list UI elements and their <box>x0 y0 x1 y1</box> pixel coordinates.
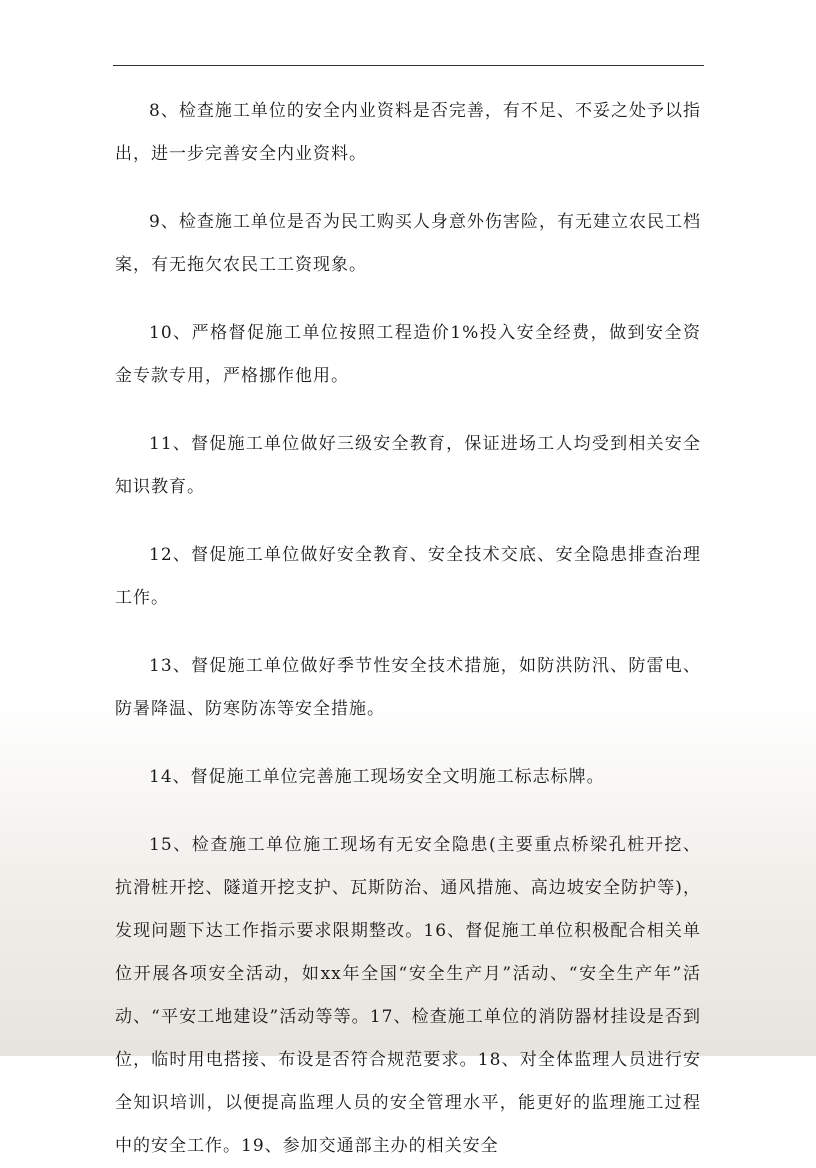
paragraph-item-11: 11、督促施工单位做好三级安全教育，保证进场工人均受到相关安全知识教育。 <box>115 434 701 497</box>
paragraph-item-12: 12、督促施工单位做好安全教育、安全技术交底、安全隐患排查治理工作。 <box>115 545 701 608</box>
paragraph-item-15-19: 15、检查施工单位施工现场有无安全隐患(主要重点桥梁孔桩开挖、抗滑桩开挖、隧道开挖支护、瓦斯防治、通风措施、高边坡安全防护等)，发现问题下达工作指示要求限期整改。16、督促施工单位积极配合相关单位开展各项安全活动，如xx年全国“安全生产月”活动、“安全生产年”活动、“平安工地建设”活动等等。17、检查施工单位的消防器材挂设是否到位，临时用电搭接、布设是否符合规范要求。18、对全体监理人员进行安全知识培训，以便提高监理人员的安全管理水平，能更好的监理施工过程中的安全工作。19、参加交通部主办的相关安全 <box>115 835 701 1156</box>
document-body <box>115 90 701 1168</box>
paragraph-item-14: 14、督促施工单位完善施工现场安全文明施工标志标牌。 <box>149 767 605 787</box>
paragraph-item-13: 13、督促施工单位做好季节性安全技术措施，如防洪防汛、防雷电、防暑降温、防寒防冻等安全措施。 <box>115 656 701 719</box>
paragraph-item-9: 9、检查施工单位是否为民工购买人身意外伤害险，有无建立农民工档案，有无拖欠农民工工资现象。 <box>115 212 701 275</box>
header-divider <box>113 65 704 66</box>
paragraph-item-8: 8、检查施工单位的安全内业资料是否完善，有不足、不妥之处予以指出，进一步完善安全内业资料。 <box>115 101 701 164</box>
paragraph-item-10: 10、严格督促施工单位按照工程造价1%投入安全经费，做到安全资金专款专用，严格挪作他用。 <box>115 323 701 386</box>
